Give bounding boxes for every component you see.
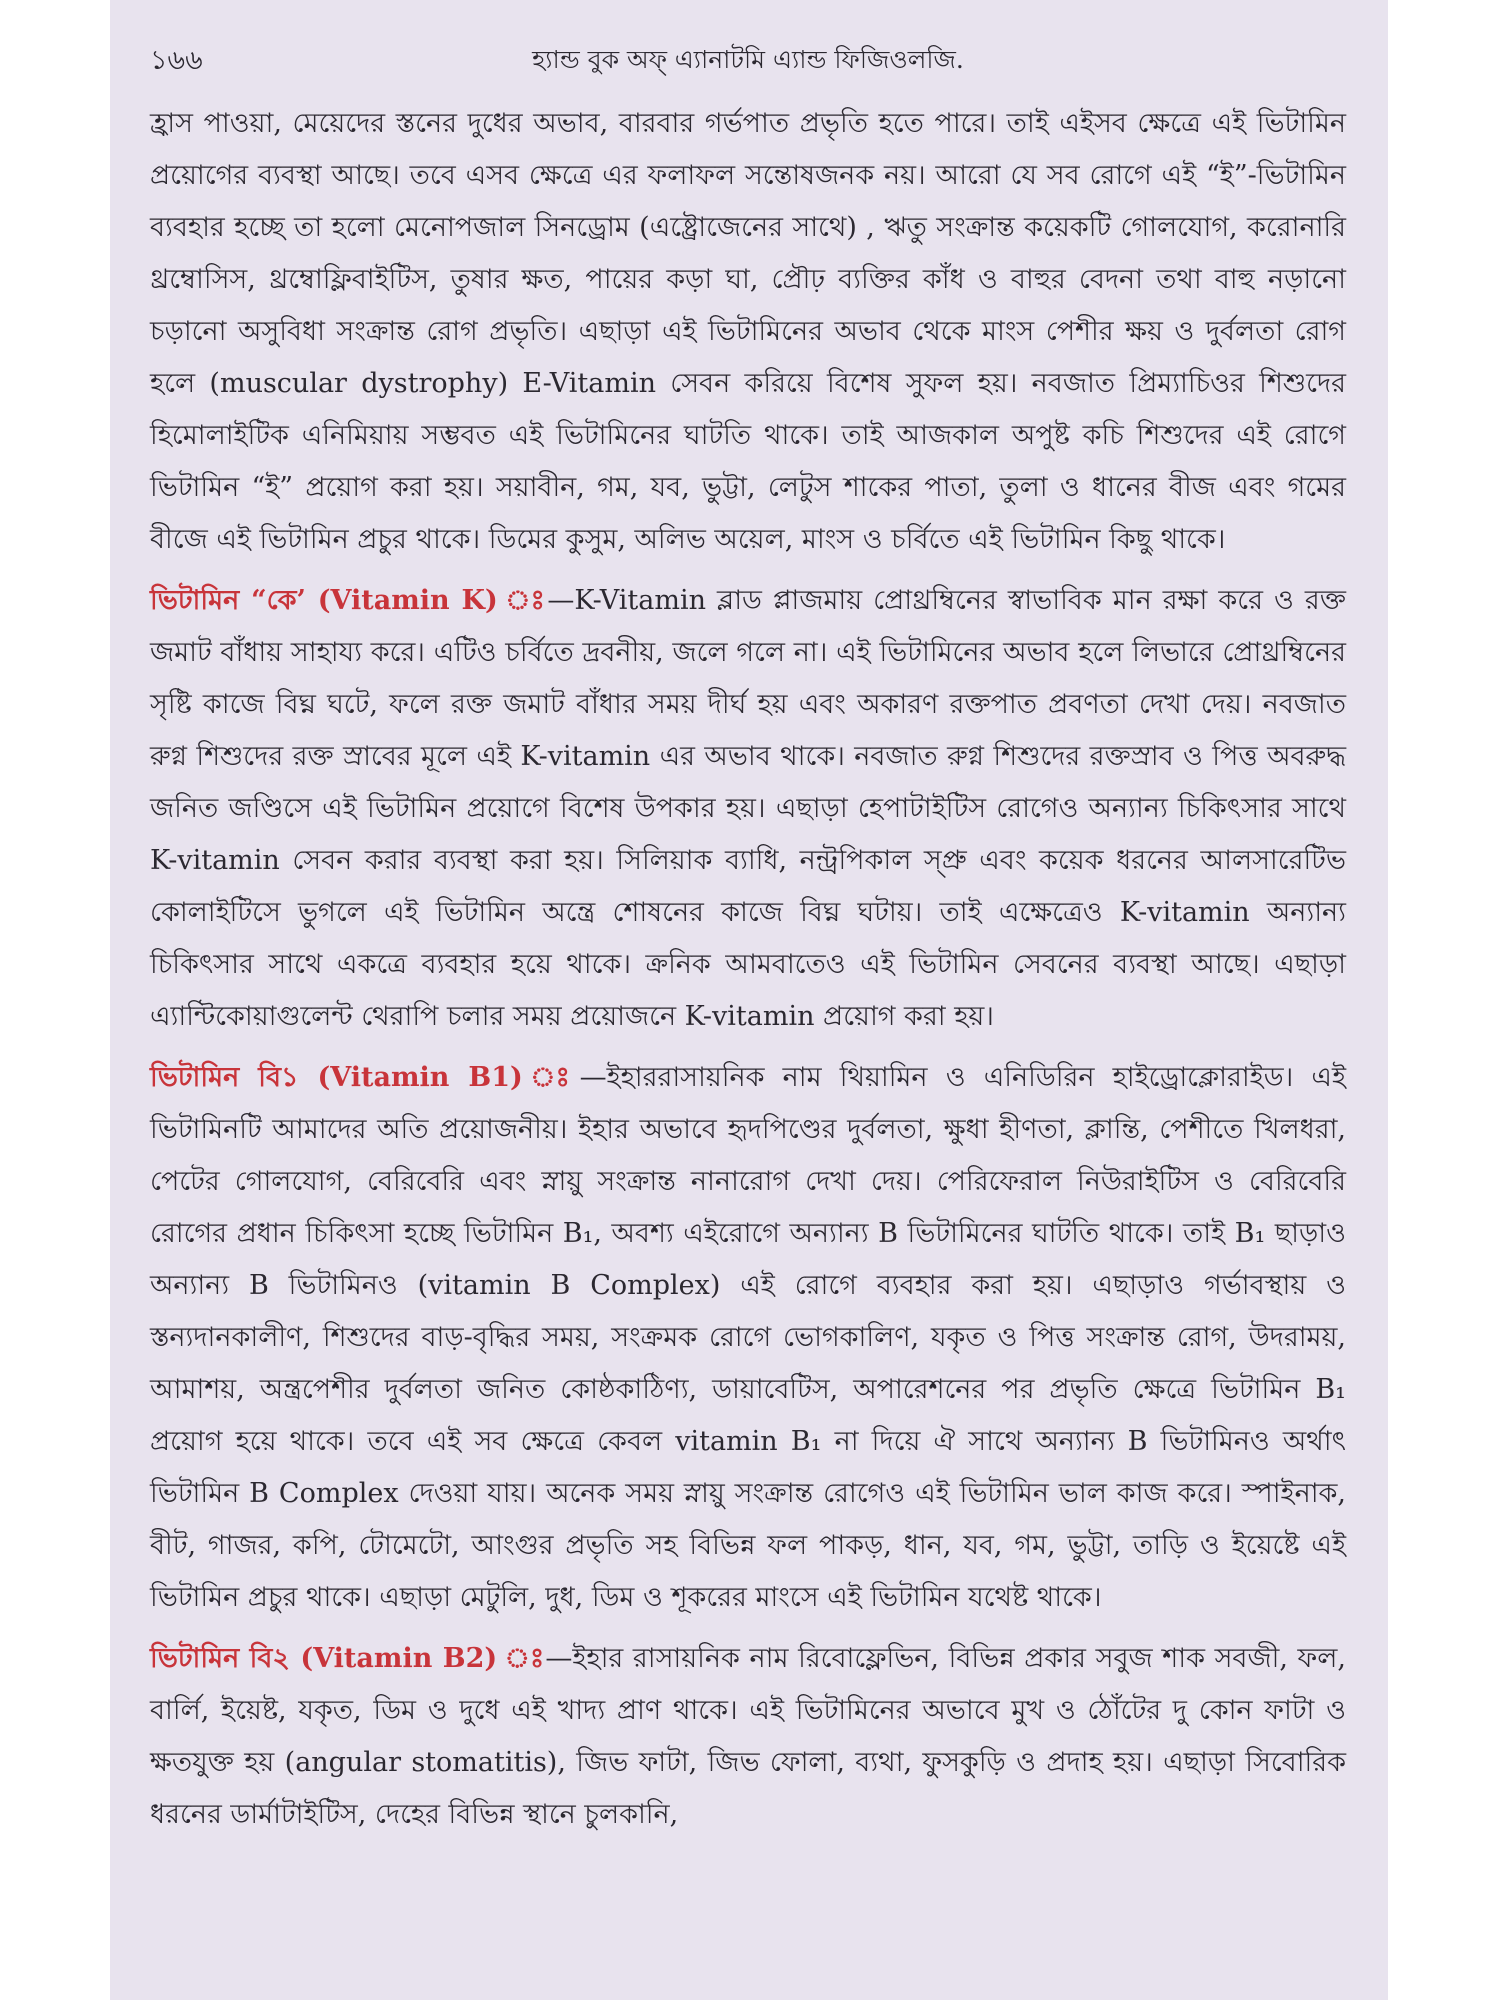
page-header — [150, 38, 1346, 86]
book-page — [110, 0, 1388, 2000]
paragraph-text: —ইহার রাসায়নিক নাম রিবোফ্লেভিন, বিভিন্ন প্রকার সবুজ শাক সবজী, ফল, বার্লি, ইয়েষ্ট, যকৃত, ডিম ও দুধে এই খাদ্য প্রাণ থাকে। এই ভিটামিনের অভাবে মুখ ও ঠোঁটের দু কোন ফাটা ও ক্ষতযুক্ত হয় (angular stomatitis), জিভ ফাটা, জিভ ফোলা, ব্যথা, ফুসকুড়ি ও প্রদাহ হয়। এছাড়া সিবোরিক ধরনের ডার্মাটাইটিস, দেহের বিভিন্ন স্থানে চুলকানি, — [150, 1643, 1346, 1830]
paragraph-text: —ইহাররাসায়নিক নাম থিয়ামিন ও এনিডিরিন হাইড্রোক্লোরাইড। এই ভিটামিনটি আমাদের অতি প্রয়োজনীয়। ইহার অভাবে হৃদপিণ্ডের দুর্বলতা, ক্ষুধা হীণতা, ক্লান্তি, পেশীতে খিলধরা, পেটের গোলযোগ, বেরিবেরি এবং স্নায়ু সংক্রান্ত নানারোগ দেখা দেয়। পেরিফেরাল নিউরাইটিস ও বেরিবেরি রোগের প্রধান চিকিৎসা হচ্ছে ভিটামিন B₁, অবশ্য এইরোগে অন্যান্য B ভিটামিনের ঘাটতি থাকে। তাই B₁ ছাড়াও অন্যান্য B ভিটামিনও (vitamin B Complex) এই রোগে ব্যবহার করা হয়। এছাড়াও গর্ভাবস্থায় ও স্তন্যদানকালীণ, শিশুদের বাড়-বৃদ্ধির সময়, সংক্রমক রোগে ভোগকালিণ, যকৃত ও পিত্ত সংক্রান্ত রোগ, উদরাময়, আমাশয়, অন্ত্রপেশীর দুর্বলতা জনিত কোষ্ঠকাঠিণ্য, ডায়াবেটিস, অপারেশনের পর প্রভৃতি ক্ষেত্রে ভিটামিন B₁ প্রয়োগ হয়ে থাকে। তবে এই সব ক্ষেত্রে কেবল vitamin B₁ না দিয়ে ঐ সাথে অন্যান্য B ভিটামিনও অর্থাৎ ভিটামিন B Complex দেওয়া যায়। অনেক সময় স্নায়ু সংক্রান্ত রোগেও এই ভিটামিন ভাল কাজ করে। স্পাইনাক, বীট, গাজর, কপি, টোমেটো, আংগুর প্রভৃতি সহ বিভিন্ন ফল পাকড়, ধান, যব, গম, ভুট্টা, তাড়ি ও ইয়েষ্টে এই ভিটামিন প্রচুর থাকে। এছাড়া মেটুলি, দুধ, ডিম ও শূকরের মাংসে এই ভিটামিন যথেষ্ট থাকে। — [150, 1062, 1346, 1613]
section-heading-vitamin-b1: ভিটামিন বি১ (Vitamin B1) ঃ — [150, 1062, 580, 1093]
running-title: হ্যান্ড বুক অফ্ এ্যানাটমি এ্যান্ড ফিজিওলজি. — [532, 45, 964, 74]
paragraph-text: হ্রাস পাওয়া, মেয়েদের স্তনের দুধের অভাব, বারবার গর্ভপাত প্রভৃতি হতে পারে। তাই এইসব ক্ষেত্রে এই ভিটামিন প্রয়োগের ব্যবস্থা আছে। তবে এসব ক্ষেত্রে এর ফলাফল সন্তোষজনক নয়। আরো যে সব রোগে এই “ই”-ভিটামিন ব্যবহার হচ্ছে তা হলো মেনোপজাল সিনড্রোম (এষ্ট্রোজেনের সাথে) , ঋতু সংক্রান্ত কয়েকটি গোলযোগ, করোনারি থ্রম্বোসিস, থ্রম্বোফ্লিবাইটিস, তুষার ক্ষত, পায়ের কড়া ঘা, প্রৌঢ় ব্যক্তির কাঁধ ও বাহুর বেদনা তথা বাহু নড়ানো চড়ানো অসুবিধা সংক্রান্ত রোগ প্রভৃতি। এছাড়া এই ভিটামিনের অভাব থেকে মাংস পেশীর ক্ষয় ও দুর্বলতা রোগ হলে (muscular dystrophy) E-Vitamin সেবন করিয়ে বিশেষ সুফল হয়। নবজাত প্রিম্যাচিওর শিশুদের হিমোলাইটিক এনিমিয়ায় সম্ভবত এই ভিটামিনের ঘাটতি থাকে। তাই আজকাল অপুষ্ট কচি শিশুদের এই রোগে ভিটামিন “ই” প্রয়োগ করা হয়। সয়াবীন, গম, যব, ভুট্টা, লেটুস শাকের পাতা, তুলা ও ধানের বীজ এবং গমের বীজে এই ভিটামিন প্রচুর থাকে। ডিমের কুসুম, অলিভ অয়েল, মাংস ও চর্বিতে এই ভিটামিন কিছু থাকে। — [150, 108, 1346, 555]
paragraph-vitamin-e-continued — [150, 98, 1346, 566]
section-heading-vitamin-k: ভিটামিন “কে’ (Vitamin K) ঃ — [150, 585, 548, 616]
paragraph-text: —K-Vitamin ব্লাড প্লাজমায় প্রোথ্রম্বিনের স্বাভাবিক মান রক্ষা করে ও রক্ত জমাট বাঁধায় সাহায্য করে। এটিও চর্বিতে দ্রবনীয়, জলে গলে না। এই ভিটামিনের অভাব হলে লিভারে প্রোথ্রম্বিনের সৃষ্টি কাজে বিঘ্ন ঘটে, ফলে রক্ত জমাট বাঁধার সময় দীর্ঘ হয় এবং অকারণ রক্তপাত প্রবণতা দেখা দেয়। নবজাত রুগ্ন শিশুদের রক্ত স্রাবের মূলে এই K-vitamin এর অভাব থাকে। নবজাত রুগ্ন শিশুদের রক্তস্রাব ও পিত্ত অবরুদ্ধ জনিত জণ্ডিসে এই ভিটামিন প্রয়োগে বিশেষ উপকার হয়। এছাড়া হেপাটাইটিস রোগেও অন্যান্য চিকিৎসার সাথে K-vitamin সেবন করার ব্যবস্থা করা হয়। সিলিয়াক ব্যাধি, নন্ট্রপিকাল স্প্রু এবং কয়েক ধরনের আলসারেটিভ কোলাইটিসে ভুগলে এই ভিটামিন অন্ত্রে শোষনের কাজে বিঘ্ন ঘটায়। তাই এক্ষেত্রেও K-vitamin অন্যান্য চিকিৎসার সাথে একত্রে ব্যবহার হয়ে থাকে। ক্রনিক আমবাতেও এই ভিটামিন সেবনের ব্যবস্থা আছে। এছাড়া এ্যান্টিকোয়াগুলেন্ট থেরাপি চলার সময় প্রয়োজনে K-vitamin প্রয়োগ করা হয়। — [150, 585, 1347, 1032]
paragraph-vitamin-b2 — [150, 1633, 1346, 1841]
paragraph-vitamin-k — [150, 575, 1346, 1043]
section-heading-vitamin-b2: ভিটামিন বি২ (Vitamin B2) ঃ — [150, 1643, 546, 1674]
page-number: ১৬৬ — [150, 45, 203, 76]
paragraph-vitamin-b1 — [150, 1052, 1346, 1624]
